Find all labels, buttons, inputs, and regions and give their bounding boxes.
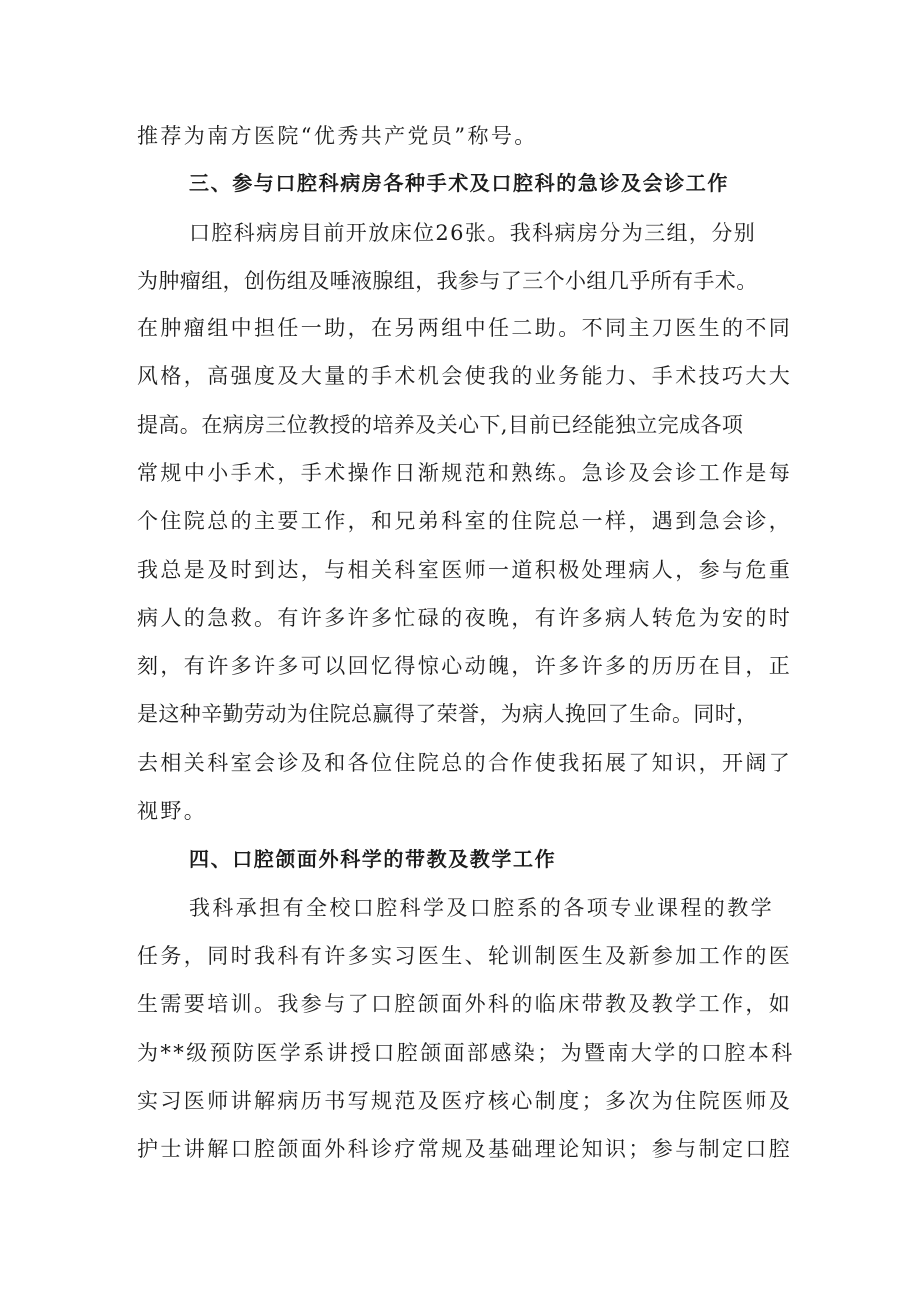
body-line: 实习医师讲解病历书写规范及医疗核心制度；多次为住院医师及: [137, 1089, 793, 1113]
body-line: 病人的急救。有许多许多忙碌的夜晚，有许多病人转危为安的时: [137, 606, 793, 630]
body-line: 生需要培训。我参与了口腔颌面外科的临床带教及教学工作，如: [137, 992, 793, 1016]
section-heading-4: 四、口腔颌面外科学的带教及教学工作: [189, 847, 557, 871]
body-line: 个住院总的主要工作，和兄弟科室的住院总一样，遇到急会诊，: [137, 509, 793, 533]
body-line: 为肿瘤组，创伤组及唾液腺组，我参与了三个小组几乎所有手术。: [137, 269, 758, 293]
body-line: 我科承担有全校口腔科学及口腔系的各项专业课程的教学: [189, 896, 774, 920]
body-line: 在肿瘤组中担任一助，在另两组中任二助。不同主刀医生的不同: [137, 316, 793, 340]
body-line: 去相关科室会诊及和各位住院总的合作使我拓展了知识，开阔了: [137, 751, 793, 775]
body-line: 刻，有许多许多可以回忆得惊心动魄，许多许多的历历在目，正: [137, 654, 793, 678]
body-line: 常规中小手术，手术操作日渐规范和熟练。急诊及会诊工作是每: [137, 461, 793, 485]
section-heading-3: 三、参与口腔科病房各种手术及口腔科的急诊及会诊工作: [189, 171, 729, 195]
body-line: 口腔科病房目前开放床位26张。我科病房分为三组，分别: [189, 221, 757, 245]
body-line: 提高。在病房三位教授的培养及关心下,目前已经能独立完成各项: [137, 413, 744, 437]
body-line: 是这种辛勤劳动为住院总赢得了荣誉，为病人挽回了生命。同时，: [137, 702, 758, 726]
body-line: 护士讲解口腔颌面外科诊疗常规及基础理论知识；参与制定口腔: [137, 1137, 793, 1161]
body-line: 推荐为南方医院“优秀共产党员”称号。: [137, 124, 538, 148]
body-line: 我总是及时到达，与相关科室医师一道积极处理病人，参与危重: [137, 558, 793, 582]
body-line: 视野。: [137, 799, 208, 823]
body-line: 为**级预防医学系讲授口腔颌面部感染；为暨南大学的口腔本科: [137, 1041, 795, 1065]
body-line: 任务，同时我科有许多实习医生、轮训制医生及新参加工作的医: [137, 944, 793, 968]
body-line: 风格，高强度及大量的手术机会使我的业务能力、手术技巧大大: [137, 364, 793, 388]
